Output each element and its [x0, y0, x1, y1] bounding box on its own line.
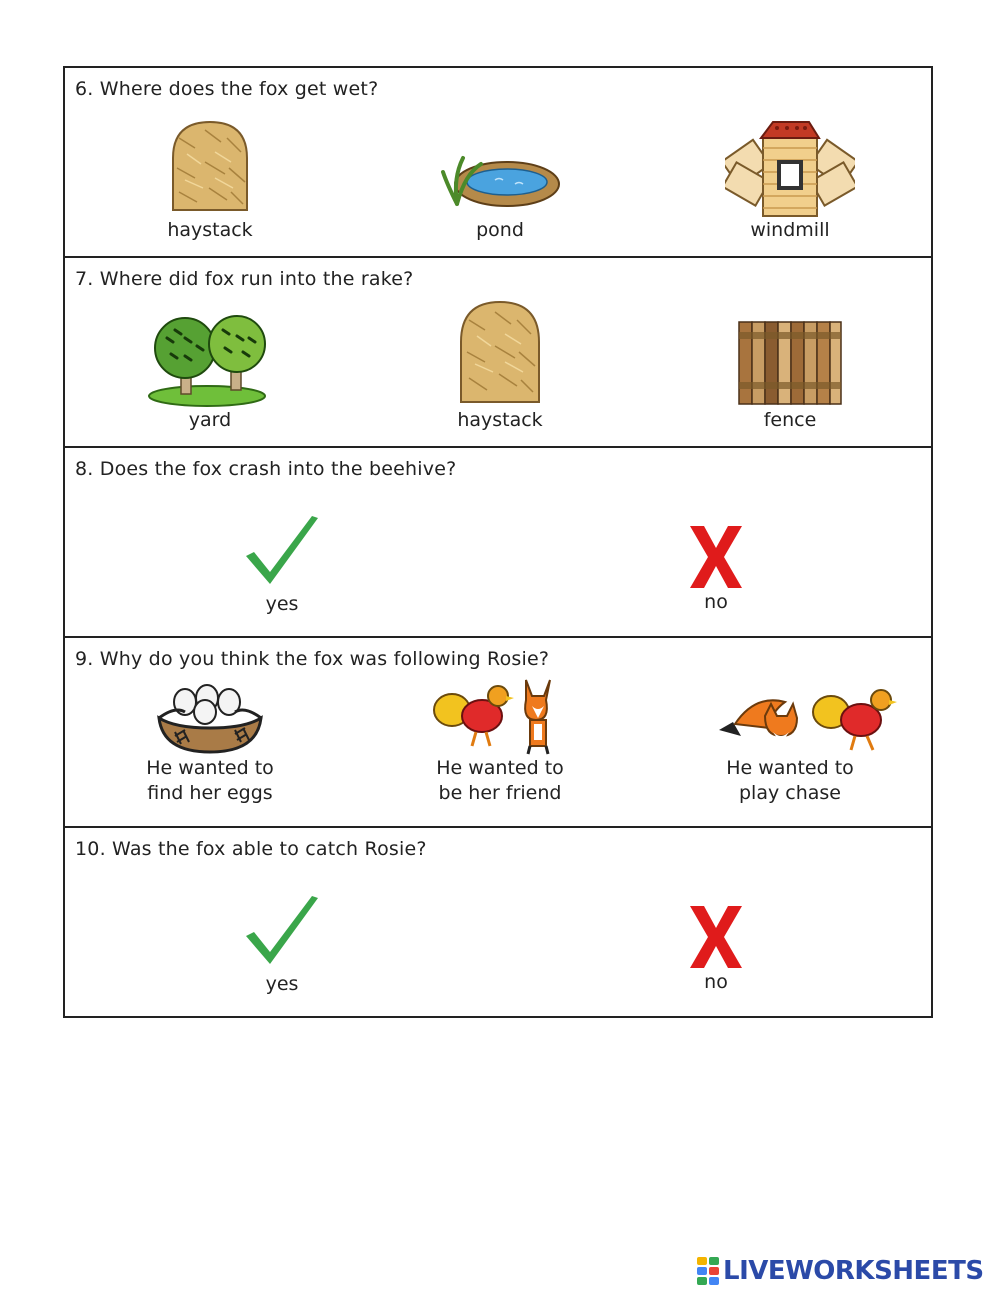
option-label: yard: [188, 409, 232, 431]
question-title: 10. Was the fox able to catch Rosie?: [75, 838, 427, 860]
liveworksheets-logo[interactable]: [697, 1254, 984, 1288]
logo-icon: [697, 1257, 719, 1285]
option-label: haystack: [457, 409, 543, 431]
option-haystack[interactable]: [425, 298, 575, 433]
question-title: 6. Where does the fox get wet?: [75, 78, 379, 100]
option-windmill[interactable]: [715, 118, 865, 243]
option-label: yes: [265, 973, 299, 995]
checkmark-icon: [242, 892, 322, 972]
worksheet: [63, 66, 933, 1018]
question-6: [65, 68, 931, 258]
option-label-line-1: He wanted to: [436, 757, 564, 779]
option-label-line-2: play chase: [739, 782, 841, 804]
option-label: no: [704, 591, 728, 613]
option-no[interactable]: [641, 904, 791, 995]
option-label-line-2: be her friend: [438, 782, 562, 804]
haystack-icon: [455, 298, 545, 408]
question-title: 8. Does the fox crash into the beehive?: [75, 458, 457, 480]
option-label-line-2: find her eggs: [147, 782, 273, 804]
option-label: no: [704, 971, 728, 993]
fox-chasing-hen-icon: [715, 682, 905, 756]
option-label: haystack: [167, 219, 253, 241]
question-title: 9. Why do you think the fox was following Rosie?: [75, 648, 550, 670]
option-label-line-1: He wanted to: [146, 757, 274, 779]
option-pond[interactable]: [425, 118, 575, 243]
x-mark-icon: [686, 904, 746, 970]
haystack-icon: [165, 118, 255, 218]
trees-icon: [145, 308, 275, 408]
option-label: yes: [265, 593, 299, 615]
windmill-icon: [725, 118, 855, 218]
option-label: fence: [763, 409, 817, 431]
pond-icon: [435, 118, 565, 218]
option-label: pond: [476, 219, 524, 241]
logo-text: LIVEWORKSHEETS: [723, 1256, 984, 1286]
option-be-her-friend[interactable]: [425, 672, 575, 806]
question-9: [65, 638, 931, 828]
x-mark-icon: [686, 524, 746, 590]
option-yard[interactable]: [135, 308, 285, 433]
option-label-line-1: He wanted to: [726, 757, 854, 779]
question-7: [65, 258, 931, 448]
option-haystack[interactable]: [135, 118, 285, 243]
hen-fox-friends-icon: [430, 672, 570, 756]
option-label: windmill: [750, 219, 830, 241]
checkmark-icon: [242, 512, 322, 592]
question-title: 7. Where did fox run into the rake?: [75, 268, 414, 290]
option-yes[interactable]: [207, 512, 357, 617]
option-no[interactable]: [641, 524, 791, 615]
nest-eggs-icon: [155, 682, 265, 756]
fence-icon: [737, 318, 843, 408]
option-fence[interactable]: [715, 318, 865, 433]
question-8: [65, 448, 931, 638]
option-play-chase[interactable]: [715, 682, 865, 806]
option-yes[interactable]: [207, 892, 357, 997]
option-find-her-eggs[interactable]: [135, 682, 285, 806]
question-10: [65, 828, 931, 1016]
